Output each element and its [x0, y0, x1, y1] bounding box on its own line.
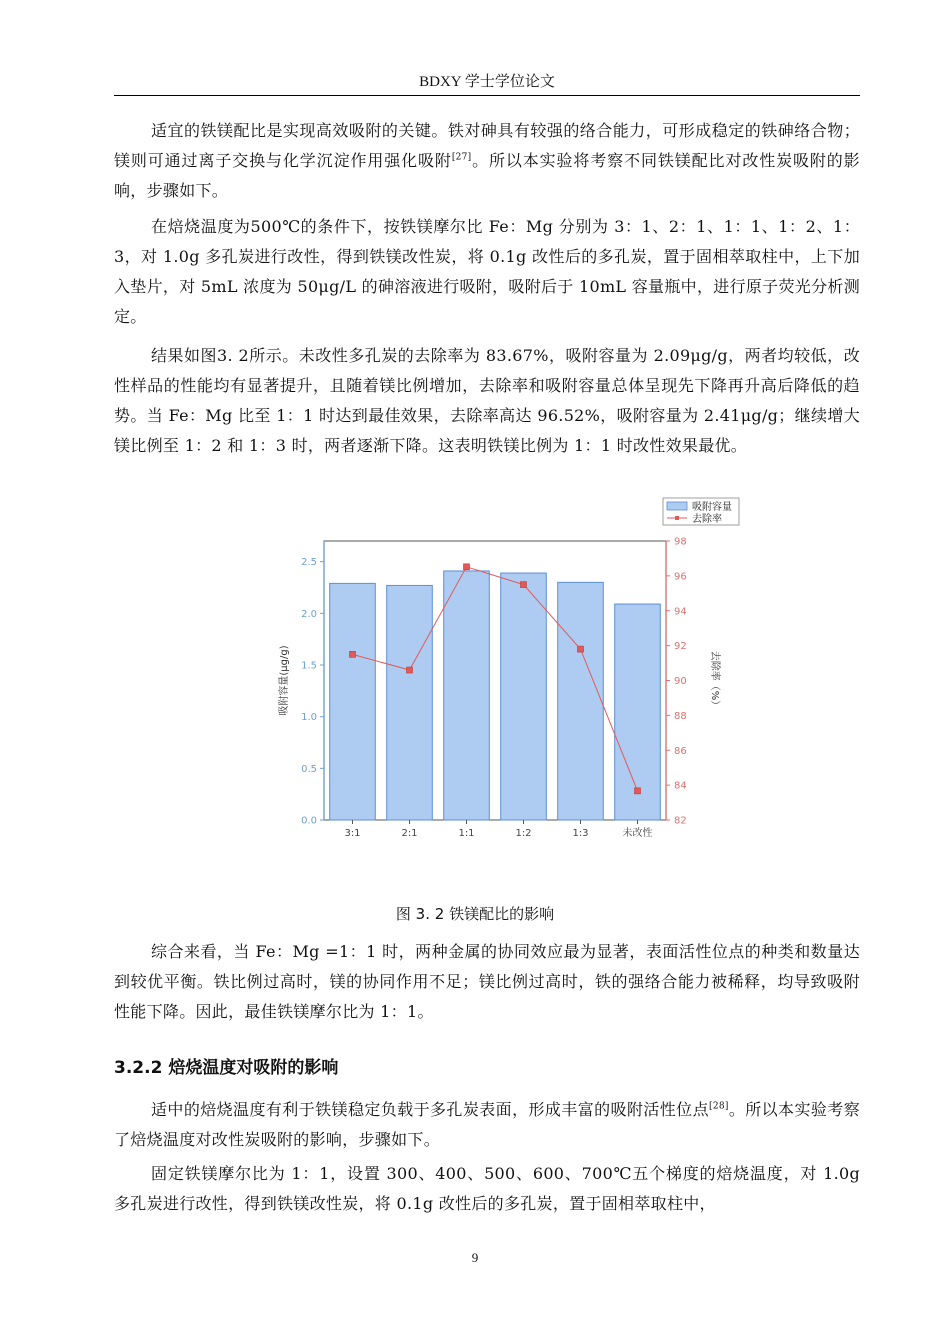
bar-3 [501, 573, 547, 820]
bar-2 [444, 571, 490, 820]
page-header: BDXY 学士学位论文 [419, 74, 555, 90]
removal-rate-point-2 [464, 564, 470, 570]
paragraph-2: 在焙烧温度为500℃的条件下，按铁镁摩尔比 Fe：Mg 分别为 3：1、2：1、1：1、1：2、1：3，对 1.0g 多孔炭进行改性，得到铁镁改性炭，将 0.1g 改性后的多孔炭，置于固相萃取柱中，上下加入垫片，对 5mL 浓度为 50μg/L 的砷溶液进行吸附，吸附后于 10mL 容量瓶中，进行原子荧光分析测定。 [114, 217, 860, 326]
left-tick-label-5: 2.5 [301, 557, 317, 569]
paragraph-1: 适宜的铁镁配比是实现高效吸附的关键。铁对砷具有较强的络合能力，可形成稳定的铁砷络合物；镁则可通过离子交换与化学沉淀作用强化吸附[27]。所以本实验将考察不同铁镁配比对改性炭吸附的影响，步骤如下。 [114, 121, 860, 200]
legend-swatch-bar [667, 502, 687, 510]
left-tick-label-2: 1.0 [301, 712, 317, 724]
right-tick-label-8: 98 [674, 536, 687, 548]
left-tick-label-1: 0.5 [301, 763, 317, 775]
right-tick-label-7: 96 [674, 571, 687, 583]
right-axis-title: 去除率（%） [709, 650, 720, 711]
right-tick-label-2: 86 [674, 745, 687, 757]
right-tick-label-6: 94 [674, 606, 687, 618]
bar-1 [387, 585, 433, 820]
removal-rate-point-0 [350, 651, 356, 657]
header-rule [114, 95, 860, 96]
right-tick-label-5: 92 [674, 641, 687, 653]
legend-label-bar: 吸附容量 [692, 502, 732, 513]
removal-rate-point-3 [521, 582, 527, 588]
figure-caption: 图 3. 2 铁镁配比的影响 [395, 905, 555, 923]
left-tick-label-3: 1.5 [301, 660, 317, 672]
right-tick-label-1: 84 [674, 780, 687, 792]
left-tick-label-4: 2.0 [301, 608, 317, 620]
x-tick-label-5: 未改性 [622, 828, 653, 839]
bar-0 [330, 583, 376, 820]
left-tick-label-0: 0.0 [301, 815, 317, 827]
right-tick-label-3: 88 [674, 710, 687, 722]
legend-swatch-marker [675, 516, 679, 520]
x-tick-label-4: 1:3 [572, 828, 589, 839]
paragraph-4: 综合来看，当 Fe：Mg =1：1 时，两种金属的协同效应最为显著，表面活性位点的种类和数量达到较优平衡。铁比例过高时，镁的协同作用不足；镁比例过高时，铁的强络合能力被稀释，均导致吸附性能下降。因此，最佳铁镁摩尔比为 1：1。 [114, 942, 860, 1021]
right-tick-label-0: 82 [674, 815, 687, 827]
page-number: 9 [471, 1250, 479, 1265]
legend-label-line: 去除率 [692, 514, 722, 525]
bar-4 [558, 582, 604, 820]
x-tick-label-0: 3:1 [344, 828, 361, 839]
paragraph-6: 固定铁镁摩尔比为 1：1，设置 300、400、500、600、700℃五个梯度的焙烧温度，对 1.0g 多孔炭进行改性，得到铁镁改性炭，将 0.1g 改性后的多孔炭，置于固相萃取柱中， [114, 1164, 860, 1213]
citation-27[interactable]: [27] [451, 152, 472, 163]
left-axis-title: 吸附容量(μg/g) [279, 645, 290, 716]
paragraph-3: 结果如图3. 2所示。未改性多孔炭的去除率为 83.67%，吸附容量为 2.09μg/g，两者均较低，改性样品的性能均有显著提升，且随着镁比例增加，去除率和吸附容量总体呈现先下降再升高后降低的趋势。当 Fe：Mg 比至 1：1 时达到最佳效果，去除率高达 96.52%，吸附容量为 2.41μg/g；继续增大镁比例至 1：2 和 1：3 时，两者逐渐下降。这表明铁镁比例为 1：1 时改性效果最优。 [114, 346, 860, 455]
x-tick-label-3: 1:2 [515, 828, 532, 839]
section-heading: 3.2.2 焙烧温度对吸附的影响 [114, 1058, 339, 1078]
right-tick-label-4: 90 [674, 676, 687, 687]
removal-rate-point-5 [635, 788, 641, 794]
x-tick-label-2: 1:1 [458, 828, 475, 839]
paragraph-5: 适中的焙烧温度有利于铁镁稳定负载于多孔炭表面，形成丰富的吸附活性位点[28]。所以本实验考察了焙烧温度对改性炭吸附的影响，步骤如下。 [114, 1100, 860, 1149]
figure-chart [262, 494, 762, 854]
removal-rate-point-4 [578, 646, 584, 652]
removal-rate-point-1 [407, 667, 413, 673]
x-tick-label-1: 2:1 [401, 828, 418, 839]
citation-28[interactable]: [28] [709, 1101, 729, 1112]
